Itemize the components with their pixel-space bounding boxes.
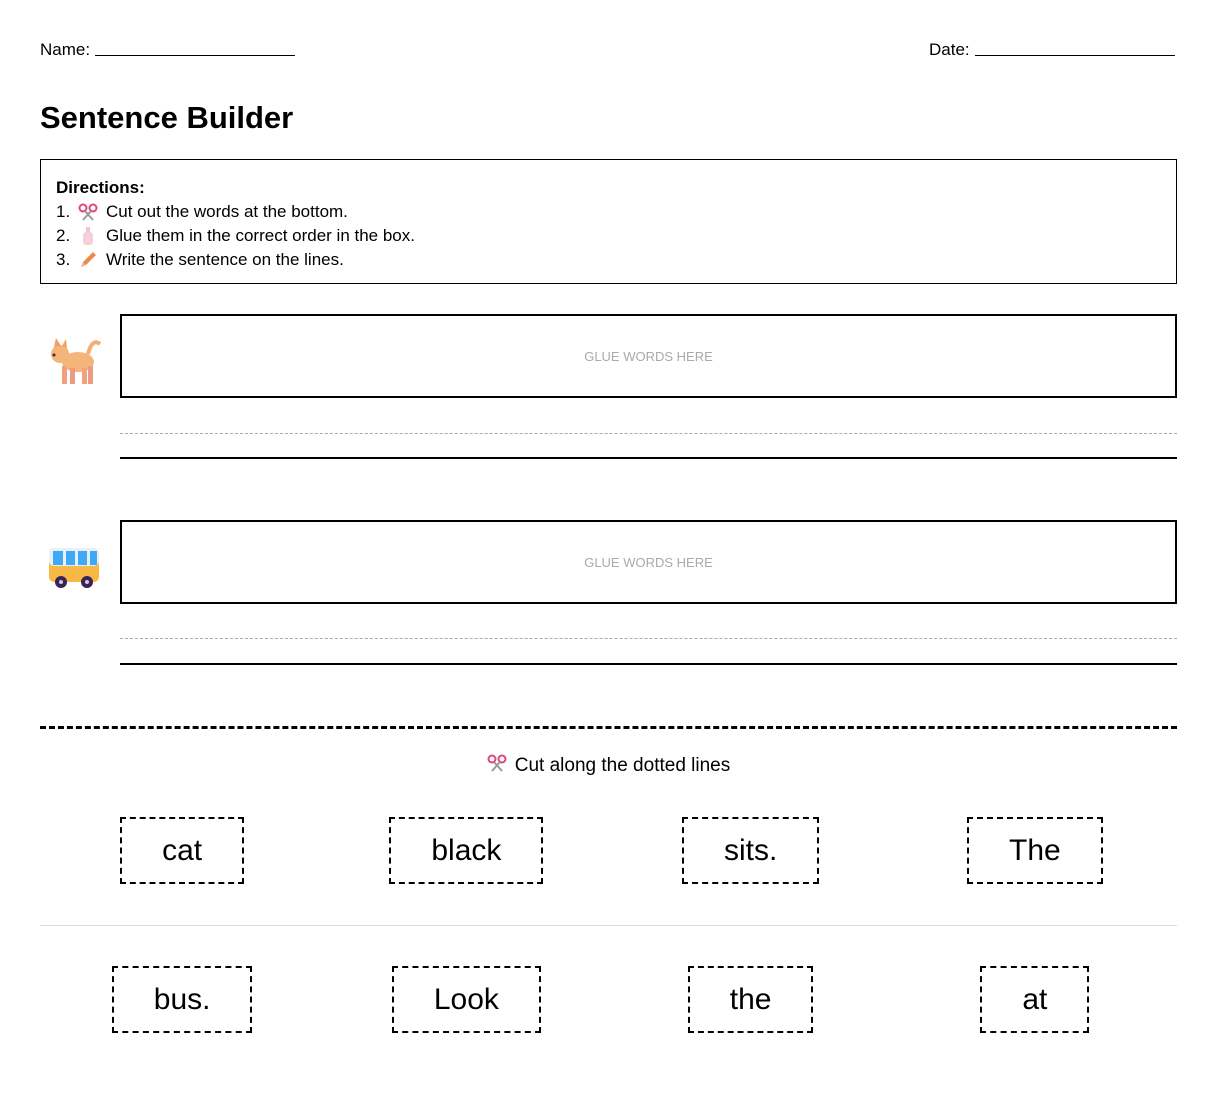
direction-step xyxy=(56,224,1161,248)
step-text: Write the sentence on the lines. xyxy=(106,250,344,269)
word-card[interactable]: sits. xyxy=(682,817,819,884)
word-card[interactable]: at xyxy=(980,966,1089,1033)
word-card[interactable]: Look xyxy=(392,966,541,1033)
name-field[interactable] xyxy=(40,40,295,60)
step-text: Cut out the words at the bottom. xyxy=(106,202,348,221)
word-card[interactable]: black xyxy=(389,817,543,884)
date-field[interactable] xyxy=(929,40,1175,60)
dashed-guide-line xyxy=(120,638,1177,639)
scissors-icon xyxy=(78,203,106,221)
cut-instruction xyxy=(0,754,1217,778)
word-card[interactable]: cat xyxy=(120,817,244,884)
bus-icon xyxy=(48,546,102,595)
divider xyxy=(40,925,1177,926)
date-line[interactable] xyxy=(975,55,1175,56)
word-cards-row xyxy=(40,966,1177,1033)
word-card[interactable]: The xyxy=(967,817,1103,884)
writing-line[interactable] xyxy=(120,663,1177,665)
cat-icon xyxy=(48,334,102,391)
name-label: Name: xyxy=(40,40,91,59)
dashed-guide-line xyxy=(120,433,1177,434)
step-number: 3. xyxy=(56,250,71,269)
step-text: Glue them in the correct order in the box. xyxy=(106,226,415,245)
word-card[interactable]: bus. xyxy=(112,966,253,1033)
direction-step xyxy=(56,248,1161,272)
direction-step xyxy=(56,200,1161,224)
glue-box xyxy=(120,520,1177,604)
writing-line[interactable] xyxy=(120,457,1177,459)
glue-box xyxy=(120,314,1177,398)
name-line[interactable] xyxy=(95,55,295,56)
step-number: 1. xyxy=(56,202,71,221)
pencil-icon xyxy=(78,250,106,270)
directions-heading: Directions: xyxy=(56,178,145,197)
date-label: Date: xyxy=(929,40,970,59)
scissors-icon xyxy=(487,754,507,778)
cut-line xyxy=(40,726,1177,729)
page-title: Sentence Builder xyxy=(40,100,294,135)
glue-bottle-icon xyxy=(78,226,106,246)
cut-instruction-text: Cut along the dotted lines xyxy=(514,755,731,776)
step-number: 2. xyxy=(56,226,71,245)
glue-placeholder: GLUE WORDS HERE xyxy=(584,554,713,570)
directions-box xyxy=(40,159,1177,284)
word-card[interactable]: the xyxy=(688,966,814,1033)
word-cards-row xyxy=(40,817,1177,884)
glue-placeholder: GLUE WORDS HERE xyxy=(584,348,713,364)
